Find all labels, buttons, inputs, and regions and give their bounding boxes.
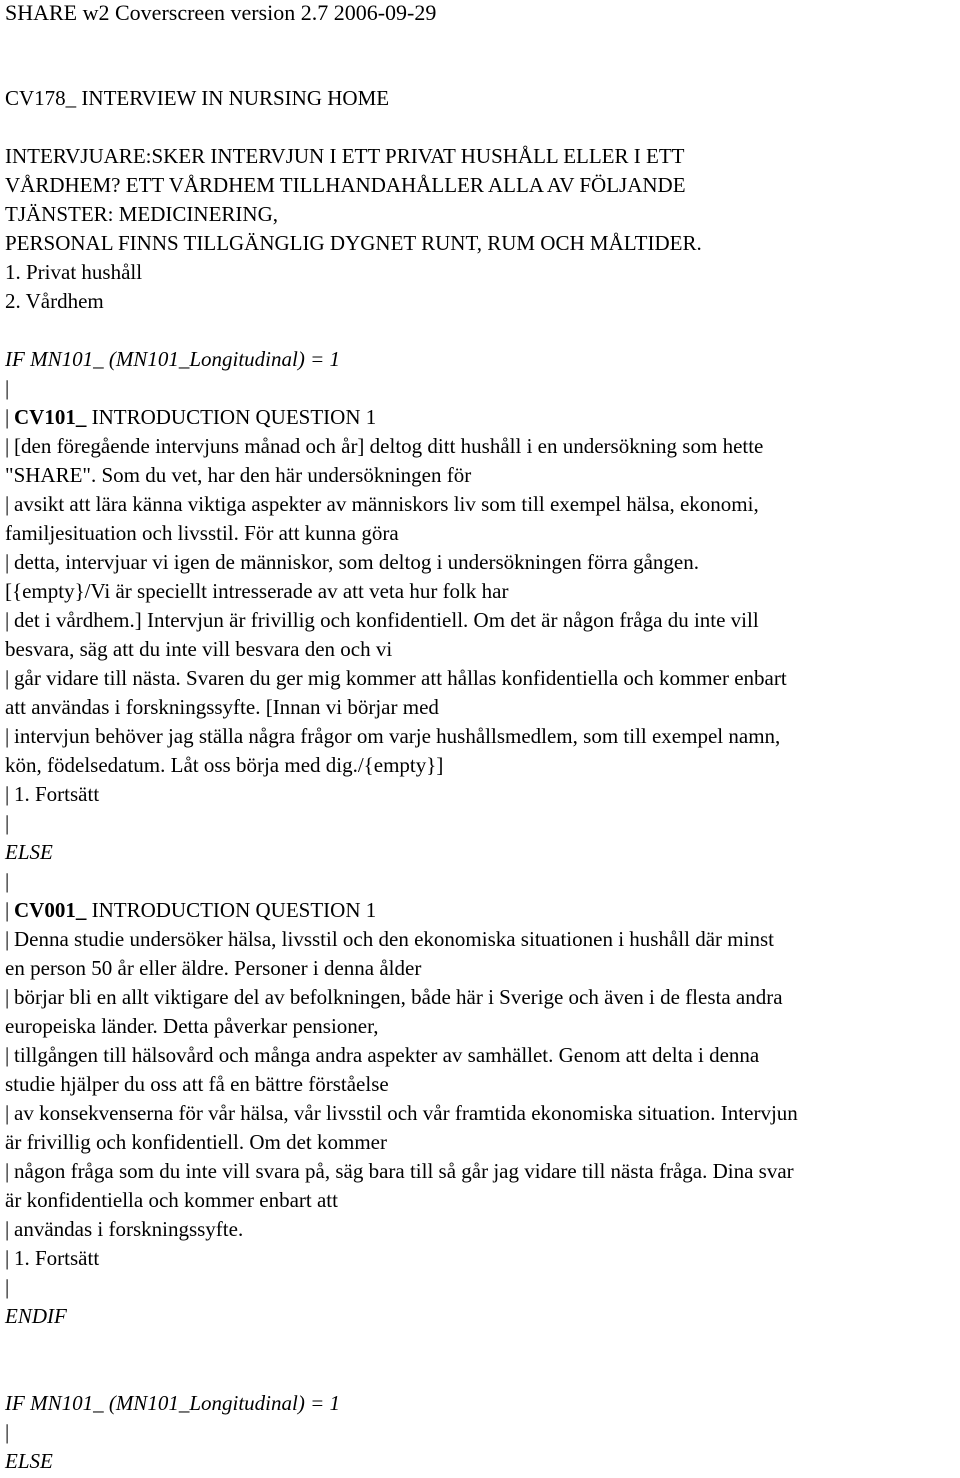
cv101-heading: [5, 403, 376, 432]
cv001-heading: [5, 896, 376, 925]
pipe-marker: |: [5, 492, 10, 516]
pipe-marker: |: [5, 898, 10, 922]
pipe-marker: |: [5, 869, 10, 893]
cv178-text-line: TJÄNSTER: MEDICINERING,: [5, 202, 278, 226]
pipe-marker: |: [5, 405, 10, 429]
pipe-marker: |: [5, 1246, 10, 1270]
cv001-text-line: europeiska länder. Detta påverkar pensioner,: [5, 1014, 379, 1038]
cv001-text-line: är frivillig och konfidentiell. Om det kommer: [5, 1130, 387, 1154]
pipe-marker: |: [5, 782, 10, 806]
pipe-marker: |: [5, 376, 10, 400]
pipe-marker: |: [5, 608, 10, 632]
pipe-marker: |: [5, 927, 10, 951]
else-label-2: ELSE: [5, 1449, 53, 1473]
cv001-text-line: | användas i forskningssyfte.: [5, 1215, 243, 1244]
pipe-marker: |: [5, 550, 10, 574]
pipe-marker: |: [5, 985, 10, 1009]
pipe-marker: |: [5, 1275, 10, 1299]
cv001-text-line: en person 50 år eller äldre. Personer i denna ålder: [5, 956, 422, 980]
cv001-text-line: | Denna studie undersöker hälsa, livsstil och den ekonomiska situationen i hushåll där minst: [5, 925, 774, 954]
cv001-option: | 1. Fortsätt: [5, 1244, 99, 1273]
cv178-heading: CV178_ INTERVIEW IN NURSING HOME: [5, 86, 390, 110]
pipe-marker: |: [5, 434, 10, 458]
cv001-text-line: | tillgången till hälsovård och många andra aspekter av samhället. Genom att delta i denna: [5, 1041, 759, 1070]
pipe-marker: |: [5, 1101, 10, 1125]
cv101-text-line: familjesituation och livsstil. För att kunna göra: [5, 521, 399, 545]
cv101-text-line: kön, födelsedatum. Låt oss börja med dig./{empty}]: [5, 753, 444, 777]
cv178-text-line: PERSONAL FINNS TILLGÄNGLIG DYGNET RUNT, RUM OCH MÅLTIDER.: [5, 231, 702, 255]
cv101-text-line: [{empty}/Vi är speciellt intresserade av att veta hur folk har: [5, 579, 509, 603]
cv101-text-line: | intervjun behöver jag ställa några frågor om varje hushållsmedlem, som till exempel namn,: [5, 722, 780, 751]
cv001-title: INTRODUCTION QUESTION 1: [86, 898, 377, 922]
cv101-text-line: besvara, säg att du inte vill besvara den och vi: [5, 637, 393, 661]
cv101-text-line: | går vidare till nästa. Svaren du ger mig kommer att hållas konfidentiella och kommer enbart: [5, 664, 787, 693]
pipe-marker: |: [5, 666, 10, 690]
cv101-text-line: att användas i forskningssyfte. [Innan vi börjar med: [5, 695, 439, 719]
cv001-text-line: | börjar bli en allt viktigare del av befolkningen, både här i Sverige och även i de flesta andra: [5, 983, 783, 1012]
else-label: ELSE: [5, 840, 53, 864]
document-title: SHARE w2 Coverscreen version 2.7 2006-09-29: [5, 0, 437, 25]
pipe-marker: |: [5, 811, 10, 835]
pipe-marker: |: [5, 1043, 10, 1067]
cv101-option: | 1. Fortsätt: [5, 780, 99, 809]
cv101-title: INTRODUCTION QUESTION 1: [86, 405, 377, 429]
if-condition-2: IF MN101_ (MN101_Longitudinal) = 1: [5, 1391, 340, 1415]
cv001-text-line: | någon fråga som du inte vill svara på, säg bara till så går jag vidare till nästa fråga. Dina svar: [5, 1157, 794, 1186]
cv178-option: 2. Vårdhem: [5, 289, 104, 313]
cv101-text-line: "SHARE". Som du vet, har den här undersökningen för: [5, 463, 472, 487]
endif-label: ENDIF: [5, 1304, 67, 1328]
cv178-text-line: VÅRDHEM? ETT VÅRDHEM TILLHANDAHÅLLER ALLA AV FÖLJANDE: [5, 173, 686, 197]
pipe-marker: |: [5, 724, 10, 748]
pipe-marker: |: [5, 1420, 10, 1444]
cv101-text-line: | det i vårdhem.] Intervjun är frivillig och konfidentiell. Om det är någon fråga du inte vill: [5, 606, 759, 635]
if-condition: IF MN101_ (MN101_Longitudinal) = 1: [5, 347, 340, 371]
cv001-text-line: | av konsekvenserna för vår hälsa, vår livsstil och vår framtida ekonomiska situation. Intervjun: [5, 1099, 798, 1128]
cv001-text-line: är konfidentiella och kommer enbart att: [5, 1188, 338, 1212]
pipe-marker: |: [5, 1217, 10, 1241]
cv001-text-line: studie hjälper du oss att få en bättre förståelse: [5, 1072, 389, 1096]
pipe-marker: |: [5, 1159, 10, 1183]
cv001-code: CV001_: [14, 898, 87, 922]
cv101-code: CV101_: [14, 405, 87, 429]
cv101-text-line: | avsikt att lära känna viktiga aspekter av människors liv som till exempel hälsa, ekonomi,: [5, 490, 759, 519]
cv101-text-line: | [den föregående intervjuns månad och år] deltog ditt hushåll i en undersökning som hette: [5, 432, 763, 461]
cv178-text-line: INTERVJUARE:SKER INTERVJUN I ETT PRIVAT HUSHÅLL ELLER I ETT: [5, 144, 685, 168]
cv178-option: 1. Privat hushåll: [5, 260, 143, 284]
cv101-text-line: | detta, intervjuar vi igen de människor, som deltog i undersökningen förra gången.: [5, 548, 699, 577]
